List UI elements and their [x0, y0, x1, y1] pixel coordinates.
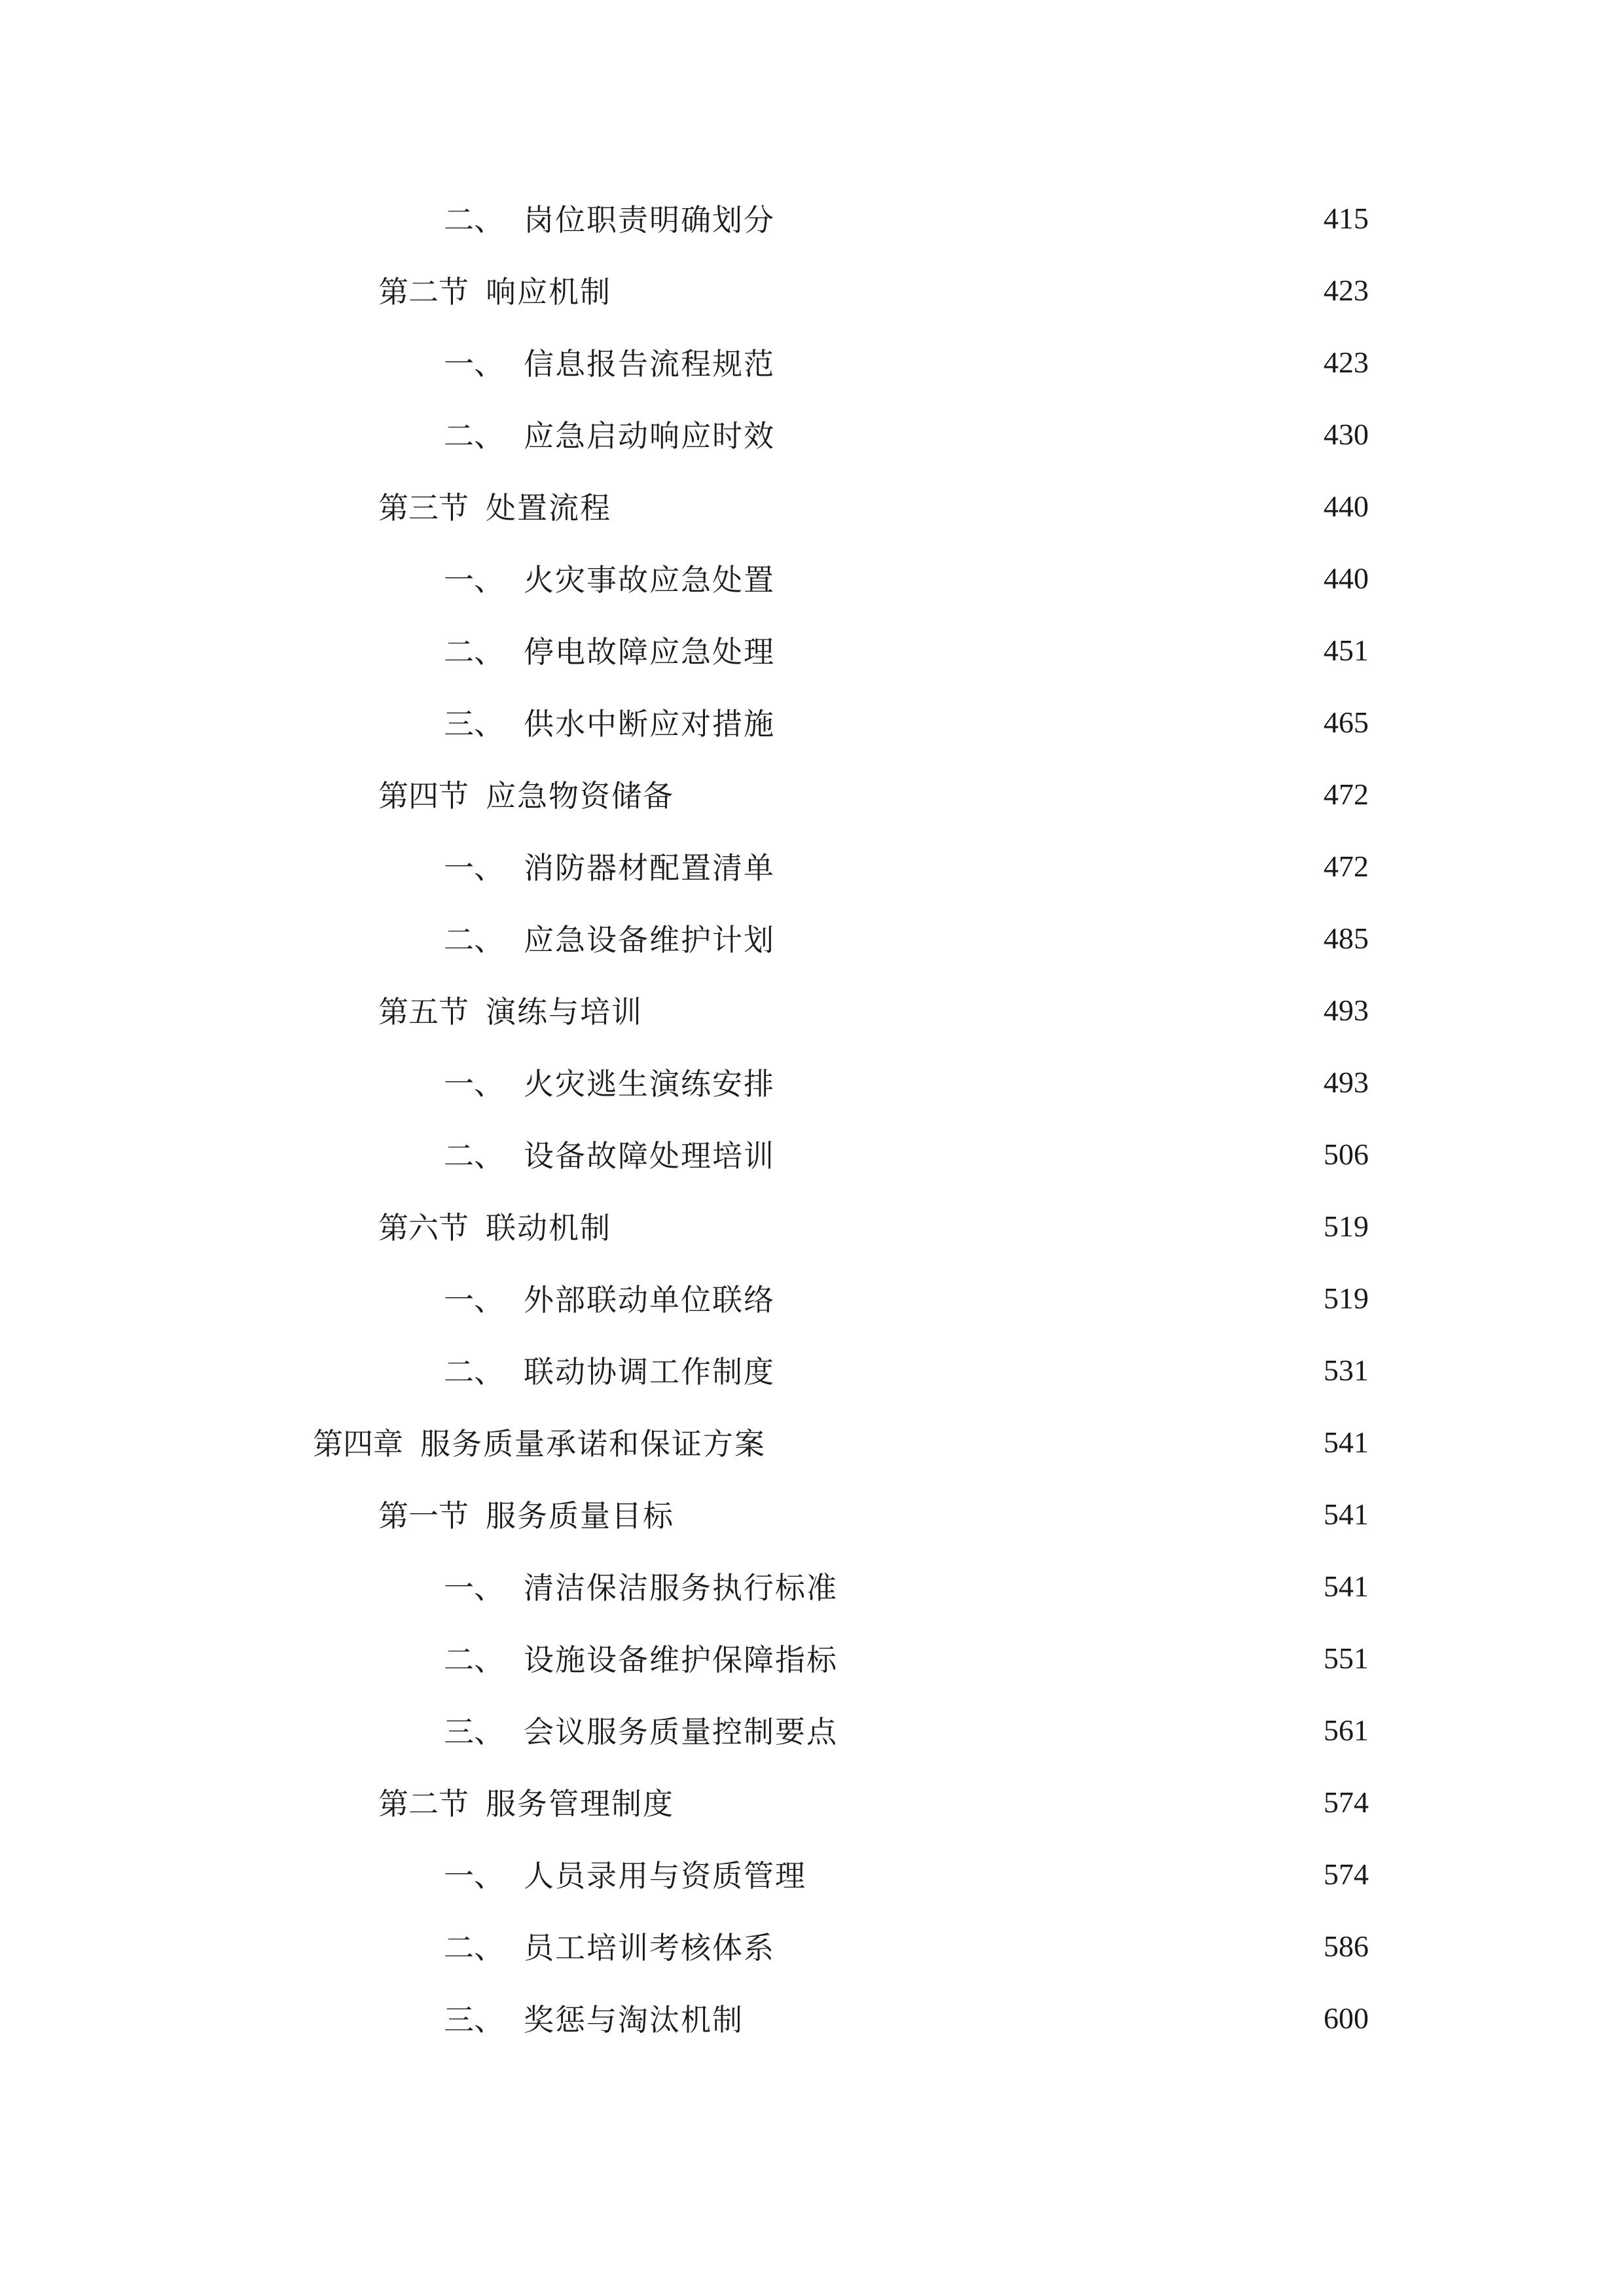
- toc-entry-page: 531: [1324, 1353, 1369, 1387]
- toc-entry-number: 第一节: [378, 1498, 469, 1534]
- toc-entry-page: 423: [1324, 273, 1369, 307]
- toc-entry-title: 响应机制: [486, 274, 611, 310]
- dot-leader: [782, 339, 1305, 385]
- dot-leader: [681, 1779, 1305, 1825]
- toc-entry[interactable]: [378, 1491, 1369, 1537]
- dot-leader: [772, 1419, 1305, 1465]
- toc-entry-page: 423: [1324, 345, 1369, 379]
- dot-leader: [618, 267, 1305, 313]
- toc-entry-page: 574: [1324, 1785, 1369, 1819]
- toc-entry-page: 600: [1324, 2001, 1369, 2035]
- toc-entry-page: 430: [1324, 417, 1369, 451]
- dot-leader: [649, 987, 1305, 1033]
- toc-entry-title: 服务管理制度: [486, 1786, 674, 1821]
- toc-entry-title: 处置流程: [486, 490, 611, 526]
- toc-entry[interactable]: [444, 1275, 1369, 1321]
- toc-entry-number: 第四章: [313, 1426, 403, 1462]
- dot-leader: [750, 1995, 1305, 2041]
- toc-entry-page: 493: [1324, 993, 1369, 1027]
- dot-leader: [782, 195, 1305, 241]
- toc-entry[interactable]: [444, 1923, 1369, 1969]
- toc-entry-page: 561: [1324, 1713, 1369, 1747]
- toc-entry-page: 541: [1324, 1569, 1369, 1603]
- toc-entry-number: 一、: [444, 346, 504, 382]
- toc-entry-number: 二、: [444, 1930, 504, 1965]
- toc-entry[interactable]: [378, 771, 1369, 817]
- toc-entry[interactable]: [444, 843, 1369, 889]
- toc-entry-number: 二、: [444, 1354, 504, 1390]
- toc-entry-number: 二、: [444, 1642, 504, 1677]
- toc-entry-title: 消防器材配置清单: [524, 850, 775, 886]
- dot-leader: [844, 1563, 1305, 1609]
- toc-entry-page: 519: [1324, 1209, 1369, 1243]
- toc-entry[interactable]: [378, 483, 1369, 529]
- toc-entry-number: 第三节: [378, 490, 469, 526]
- toc-entry-page: 519: [1324, 1281, 1369, 1315]
- toc-entry-title: 清洁保洁服务执行标准: [524, 1570, 838, 1605]
- dot-leader: [782, 411, 1305, 457]
- toc-entry-page: 493: [1324, 1065, 1369, 1099]
- dot-leader: [782, 555, 1305, 601]
- toc-entry-number: 第二节: [378, 274, 469, 310]
- toc-entry-number: 一、: [444, 850, 504, 886]
- toc-entry[interactable]: [378, 987, 1369, 1033]
- toc-entry-title: 信息报告流程规范: [524, 346, 775, 382]
- dot-leader: [782, 627, 1305, 673]
- toc-entry[interactable]: [444, 411, 1369, 457]
- toc-entry-number: 二、: [444, 922, 504, 958]
- dot-leader: [782, 699, 1305, 745]
- toc-entry-title: 演练与培训: [486, 994, 643, 1030]
- toc-entry-title: 火灾逃生演练安排: [524, 1066, 775, 1102]
- toc-entry-number: 二、: [444, 634, 504, 670]
- toc-entry[interactable]: [444, 195, 1369, 241]
- dot-leader: [782, 1059, 1305, 1105]
- toc-entry-number: 一、: [444, 1570, 504, 1605]
- toc-entry-number: 第六节: [378, 1210, 469, 1246]
- toc-entry[interactable]: [444, 627, 1369, 673]
- toc-entry-page: 574: [1324, 1857, 1369, 1891]
- dot-leader: [681, 1491, 1305, 1537]
- toc-entry-title: 员工培训考核体系: [524, 1930, 775, 1965]
- toc-entry-page: 506: [1324, 1137, 1369, 1171]
- toc-entry-title: 供水中断应对措施: [524, 706, 775, 742]
- toc-entry[interactable]: [444, 1707, 1369, 1753]
- toc-entry-number: 第四节: [378, 778, 469, 814]
- toc-entry-number: 二、: [444, 1138, 504, 1174]
- toc-entry-title: 外部联动单位联络: [524, 1282, 775, 1318]
- toc-entry[interactable]: [444, 555, 1369, 601]
- toc-entry-number: 二、: [444, 202, 504, 238]
- toc-entry-title: 联动协调工作制度: [524, 1354, 775, 1390]
- toc-entry-number: 三、: [444, 706, 504, 742]
- toc-entry[interactable]: [444, 1563, 1369, 1609]
- toc-entry-page: 440: [1324, 561, 1369, 595]
- toc-entry-number: 一、: [444, 1066, 504, 1102]
- toc-entry-title: 应急启动响应时效: [524, 418, 775, 454]
- toc-entry-number: 三、: [444, 2002, 504, 2037]
- dot-leader: [782, 1347, 1305, 1393]
- toc-entry[interactable]: [444, 1635, 1369, 1681]
- dot-leader: [844, 1707, 1305, 1753]
- dot-leader: [618, 1203, 1305, 1249]
- toc-entry-title: 设备故障处理培训: [524, 1138, 775, 1174]
- dot-leader: [782, 1275, 1305, 1321]
- dot-leader: [782, 1131, 1305, 1177]
- toc-entry-number: 一、: [444, 1282, 504, 1318]
- toc-entry[interactable]: [378, 1779, 1369, 1825]
- toc-entry-page: 440: [1324, 489, 1369, 523]
- toc-entry-page: 465: [1324, 705, 1369, 739]
- toc-entry[interactable]: [444, 1131, 1369, 1177]
- toc-entry-page: 551: [1324, 1641, 1369, 1675]
- toc-entry-page: 415: [1324, 201, 1369, 235]
- toc-entry-title: 设施设备维护保障指标: [524, 1642, 838, 1677]
- toc-entry-title: 奖惩与淘汰机制: [524, 2002, 744, 2037]
- toc-entry-title: 应急物资储备: [486, 778, 674, 814]
- toc-entry-page: 541: [1324, 1425, 1369, 1459]
- dot-leader: [782, 843, 1305, 889]
- toc-entry-title: 人员录用与资质管理: [524, 1858, 806, 1893]
- toc-entry[interactable]: [313, 1419, 1369, 1465]
- toc-entry-title: 火灾事故应急处置: [524, 562, 775, 598]
- toc-entry[interactable]: [444, 1995, 1369, 2041]
- toc-entry[interactable]: [378, 1203, 1369, 1249]
- toc-entry-page: 485: [1324, 921, 1369, 955]
- toc-entry-page: 472: [1324, 849, 1369, 883]
- toc-entry-title: 岗位职责明确划分: [524, 202, 775, 238]
- toc-entry-page: 451: [1324, 633, 1369, 667]
- toc-entry[interactable]: [444, 1059, 1369, 1105]
- toc-entry-page: 541: [1324, 1497, 1369, 1531]
- dot-leader: [813, 1851, 1305, 1897]
- toc-entry-number: 一、: [444, 1858, 504, 1893]
- toc-entry-title: 应急设备维护计划: [524, 922, 775, 958]
- toc-entry-page: 472: [1324, 777, 1369, 811]
- toc-entry[interactable]: [444, 1851, 1369, 1897]
- dot-leader: [782, 1923, 1305, 1969]
- dot-leader: [782, 915, 1305, 961]
- dot-leader: [844, 1635, 1305, 1681]
- toc-entry-number: 第五节: [378, 994, 469, 1030]
- toc-entry-number: 三、: [444, 1714, 504, 1749]
- toc-entry-title: 联动机制: [486, 1210, 611, 1246]
- toc-entry-title: 会议服务质量控制要点: [524, 1714, 838, 1749]
- dot-leader: [618, 483, 1305, 529]
- toc-entry-number: 第二节: [378, 1786, 469, 1821]
- toc-entry-title: 服务质量目标: [486, 1498, 674, 1534]
- toc-entry[interactable]: [444, 1347, 1369, 1393]
- toc-entry[interactable]: [444, 699, 1369, 745]
- toc-entry-number: 二、: [444, 418, 504, 454]
- toc-entry-page: 586: [1324, 1929, 1369, 1963]
- toc-entry[interactable]: [444, 339, 1369, 385]
- toc-entry[interactable]: [378, 267, 1369, 313]
- toc-entry[interactable]: [444, 915, 1369, 961]
- toc-entry-title: 服务质量承诺和保证方案: [420, 1426, 766, 1462]
- dot-leader: [681, 771, 1305, 817]
- toc-entry-title: 停电故障应急处理: [524, 634, 775, 670]
- toc-entry-number: 一、: [444, 562, 504, 598]
